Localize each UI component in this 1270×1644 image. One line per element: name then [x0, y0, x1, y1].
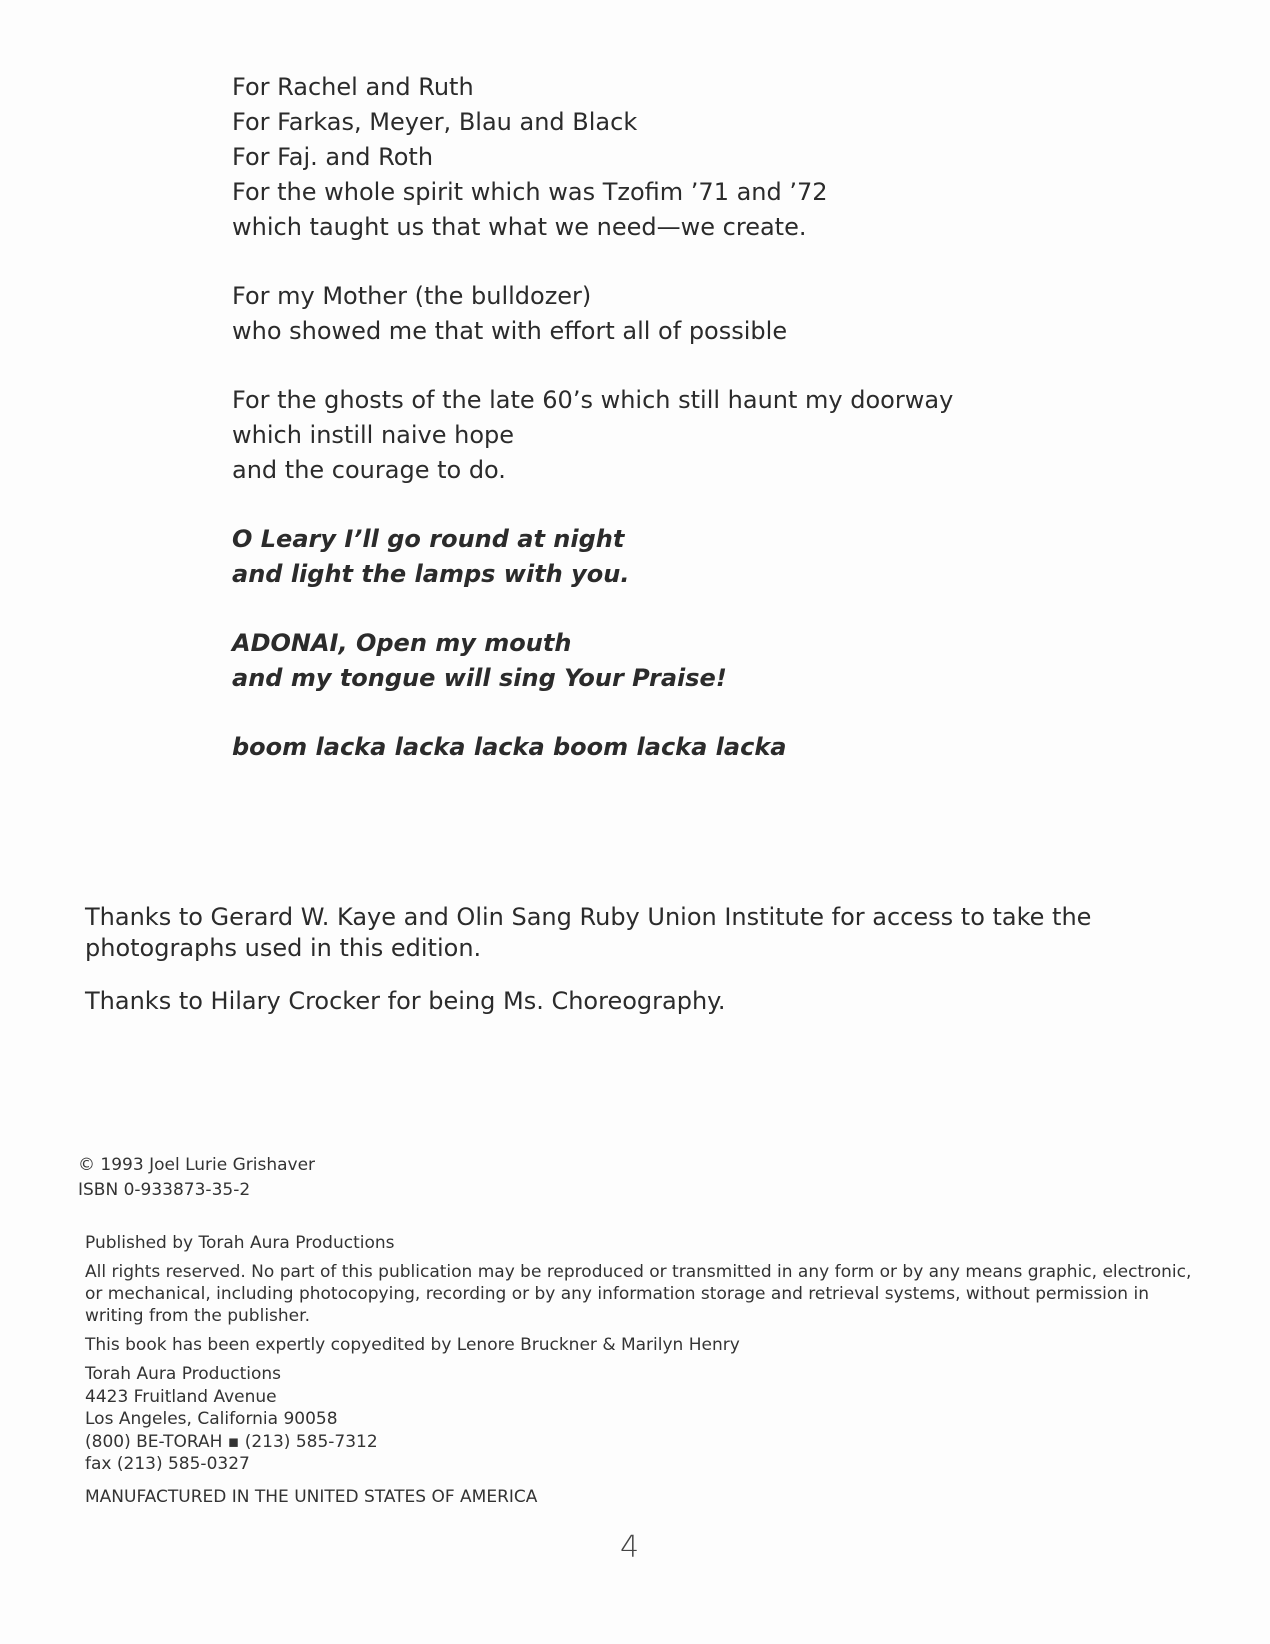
- emphasis-line: and my tongue will sing Your Praise!: [232, 664, 727, 692]
- dedication-line: For my Mother (the bulldozer): [232, 282, 592, 310]
- published-by: Published by Torah Aura Productions: [85, 1233, 395, 1253]
- address-line: (800) BE-TORAH ▪ (213) 585-7312: [85, 1431, 378, 1452]
- copyright-line: © 1993 Joel Lurie Grishaver: [78, 1155, 316, 1175]
- dedication-line: For Farkas, Meyer, Blau and Black: [232, 108, 638, 136]
- dedication-stanza-emphasis: [232, 626, 1132, 696]
- dedication-line: For Faj. and Roth: [232, 143, 434, 171]
- address-line: fax (213) 585-0327: [85, 1454, 250, 1474]
- dedication-stanza: [232, 279, 1132, 349]
- dedication-line: For Rachel and Ruth: [232, 73, 474, 101]
- copyedit-credit: This book has been expertly copyedited by Lenore Bruckner & Marilyn Henry: [85, 1335, 740, 1355]
- dedication-stanza: [232, 70, 1132, 245]
- isbn-line: ISBN 0-933873-35-2: [78, 1180, 251, 1200]
- publisher-block: [85, 1232, 1195, 1515]
- address-line: Torah Aura Productions: [85, 1364, 281, 1384]
- dedication-line: For the whole spirit which was Tzofim ’71 and ’72: [232, 178, 828, 206]
- dedication-line: For the ghosts of the late 60’s which still haunt my doorway: [232, 386, 954, 414]
- dedication-line: and the courage to do.: [232, 456, 506, 484]
- dedication: [232, 70, 1132, 799]
- emphasis-line: and light the lamps with you.: [232, 560, 630, 588]
- page-number: 4: [620, 1530, 640, 1565]
- dedication-line: which taught us that what we need—we create.: [232, 213, 807, 241]
- dedication-stanza: [232, 383, 1132, 488]
- rights-statement: All rights reserved. No part of this publication may be reproduced or transmitted in any form or by any means graphic, electronic, or mechanical, including photocopying, recording or by any information storage and retrieval systems, without permission in writing from the publisher.: [85, 1262, 1192, 1326]
- acknowledgement-paragraph: Thanks to Gerard W. Kaye and Olin Sang Ruby Union Institute for access to take the photographs used in this edition.: [85, 903, 1092, 962]
- dedication-line: which instill naive hope: [232, 421, 515, 449]
- dedication-stanza-emphasis: [232, 522, 1132, 592]
- emphasis-line: O Leary I’ll go round at night: [232, 525, 625, 553]
- emphasis-line: ADONAI, Open my mouth: [232, 629, 572, 657]
- manufactured-line: MANUFACTURED IN THE UNITED STATES OF AMERICA: [85, 1486, 538, 1507]
- dedication-line: who showed me that with effort all of possible: [232, 317, 788, 345]
- address-line: Los Angeles, California 90058: [85, 1409, 338, 1429]
- dedication-stanza-emphasis: [232, 730, 1132, 765]
- publisher-address: [85, 1363, 1195, 1476]
- acknowledgement-paragraph: Thanks to Hilary Crocker for being Ms. Choreography.: [85, 987, 726, 1015]
- address-line: 4423 Fruitland Avenue: [85, 1386, 277, 1407]
- acknowledgements: [85, 902, 1185, 1039]
- emphasis-line: boom lacka lacka lacka boom lacka lacka: [232, 733, 787, 761]
- copyright-block: [78, 1153, 315, 1203]
